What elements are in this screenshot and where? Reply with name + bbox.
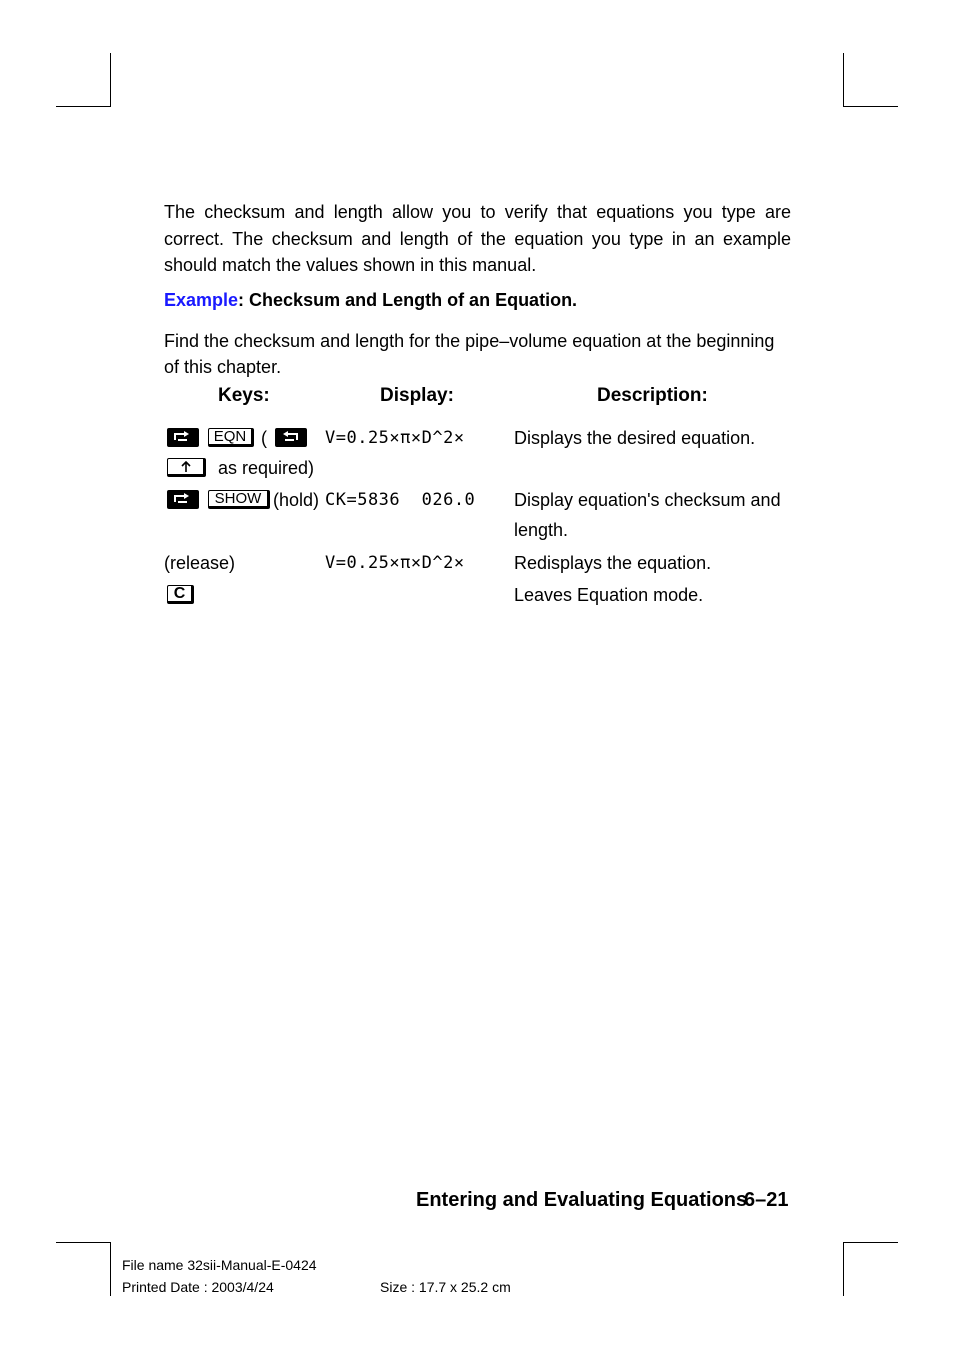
example-heading [164, 290, 577, 311]
right-shift-icon [167, 428, 199, 447]
as-required-text: as required) [218, 458, 315, 478]
header-display: Display: [380, 385, 454, 406]
right-shift-icon-2 [167, 490, 199, 509]
instructions-paragraph: Find the checksum and length for the pipe–volume equation at the beginning of this chapter. [164, 331, 775, 377]
display-equation-2: V=0.25×π×D^2× [325, 553, 465, 573]
left-shift-glyph [280, 431, 300, 442]
up-arrow-icon [167, 458, 206, 477]
crop-mark-bottom-right-h [843, 1242, 898, 1243]
description-row-3: Redisplays the equation. [514, 553, 712, 573]
meta-printed-date: Printed Date : 2003/4/24 [122, 1279, 274, 1295]
eqn-key-label: EQN [213, 428, 247, 445]
show-key-label: SHOW [214, 490, 262, 507]
open-paren: ( [261, 428, 267, 448]
display-checksum: CK=5836 026.0 [325, 490, 476, 510]
example-title: : Checksum and Length of an Equation. [238, 290, 578, 310]
crop-mark-bottom-left-v [110, 1242, 111, 1296]
description-row-4: Leaves Equation mode. [514, 585, 704, 605]
intro-paragraph: The checksum and length allow you to verify that equations you type are correct. The checksum and length of the equation you type in an example should match the values shown in this manual. [164, 202, 791, 275]
header-keys: Keys: [218, 385, 270, 406]
example-label: Example [164, 290, 239, 310]
right-shift-glyph [172, 431, 192, 442]
crop-mark-top-right-v [843, 53, 844, 107]
up-arrow-glyph [180, 461, 192, 473]
crop-mark-top-right-h [843, 106, 898, 107]
intro-block [164, 199, 791, 279]
left-shift-icon [275, 428, 307, 447]
description-row-2-line-1: Display equation's checksum and [514, 490, 781, 510]
footer-page-number: 6–21 [744, 1189, 789, 1211]
meta-file-name: File name 32sii-Manual-E-0424 [122, 1257, 317, 1273]
display-equation-1: V=0.25×π×D^2× [325, 428, 465, 448]
crop-mark-bottom-right-v [843, 1242, 844, 1296]
meta-size: Size : 17.7 x 25.2 cm [380, 1279, 511, 1295]
crop-mark-bottom-left-h [56, 1242, 111, 1243]
header-description: Description: [597, 385, 708, 406]
release-text: (release) [164, 553, 236, 573]
right-shift-glyph-2 [172, 493, 192, 504]
footer-chapter-title: Entering and Evaluating Equations [416, 1189, 748, 1211]
description-row-2-line-2: length. [514, 520, 569, 540]
crop-mark-top-left-v [110, 53, 111, 107]
c-key-label: C [173, 584, 186, 602]
eqn-key [208, 428, 254, 447]
c-key [167, 585, 194, 604]
description-row-1: Displays the desired equation. [514, 428, 756, 448]
hold-text: (hold) [273, 490, 320, 510]
show-key [208, 490, 270, 509]
crop-mark-top-left-h [56, 106, 111, 107]
